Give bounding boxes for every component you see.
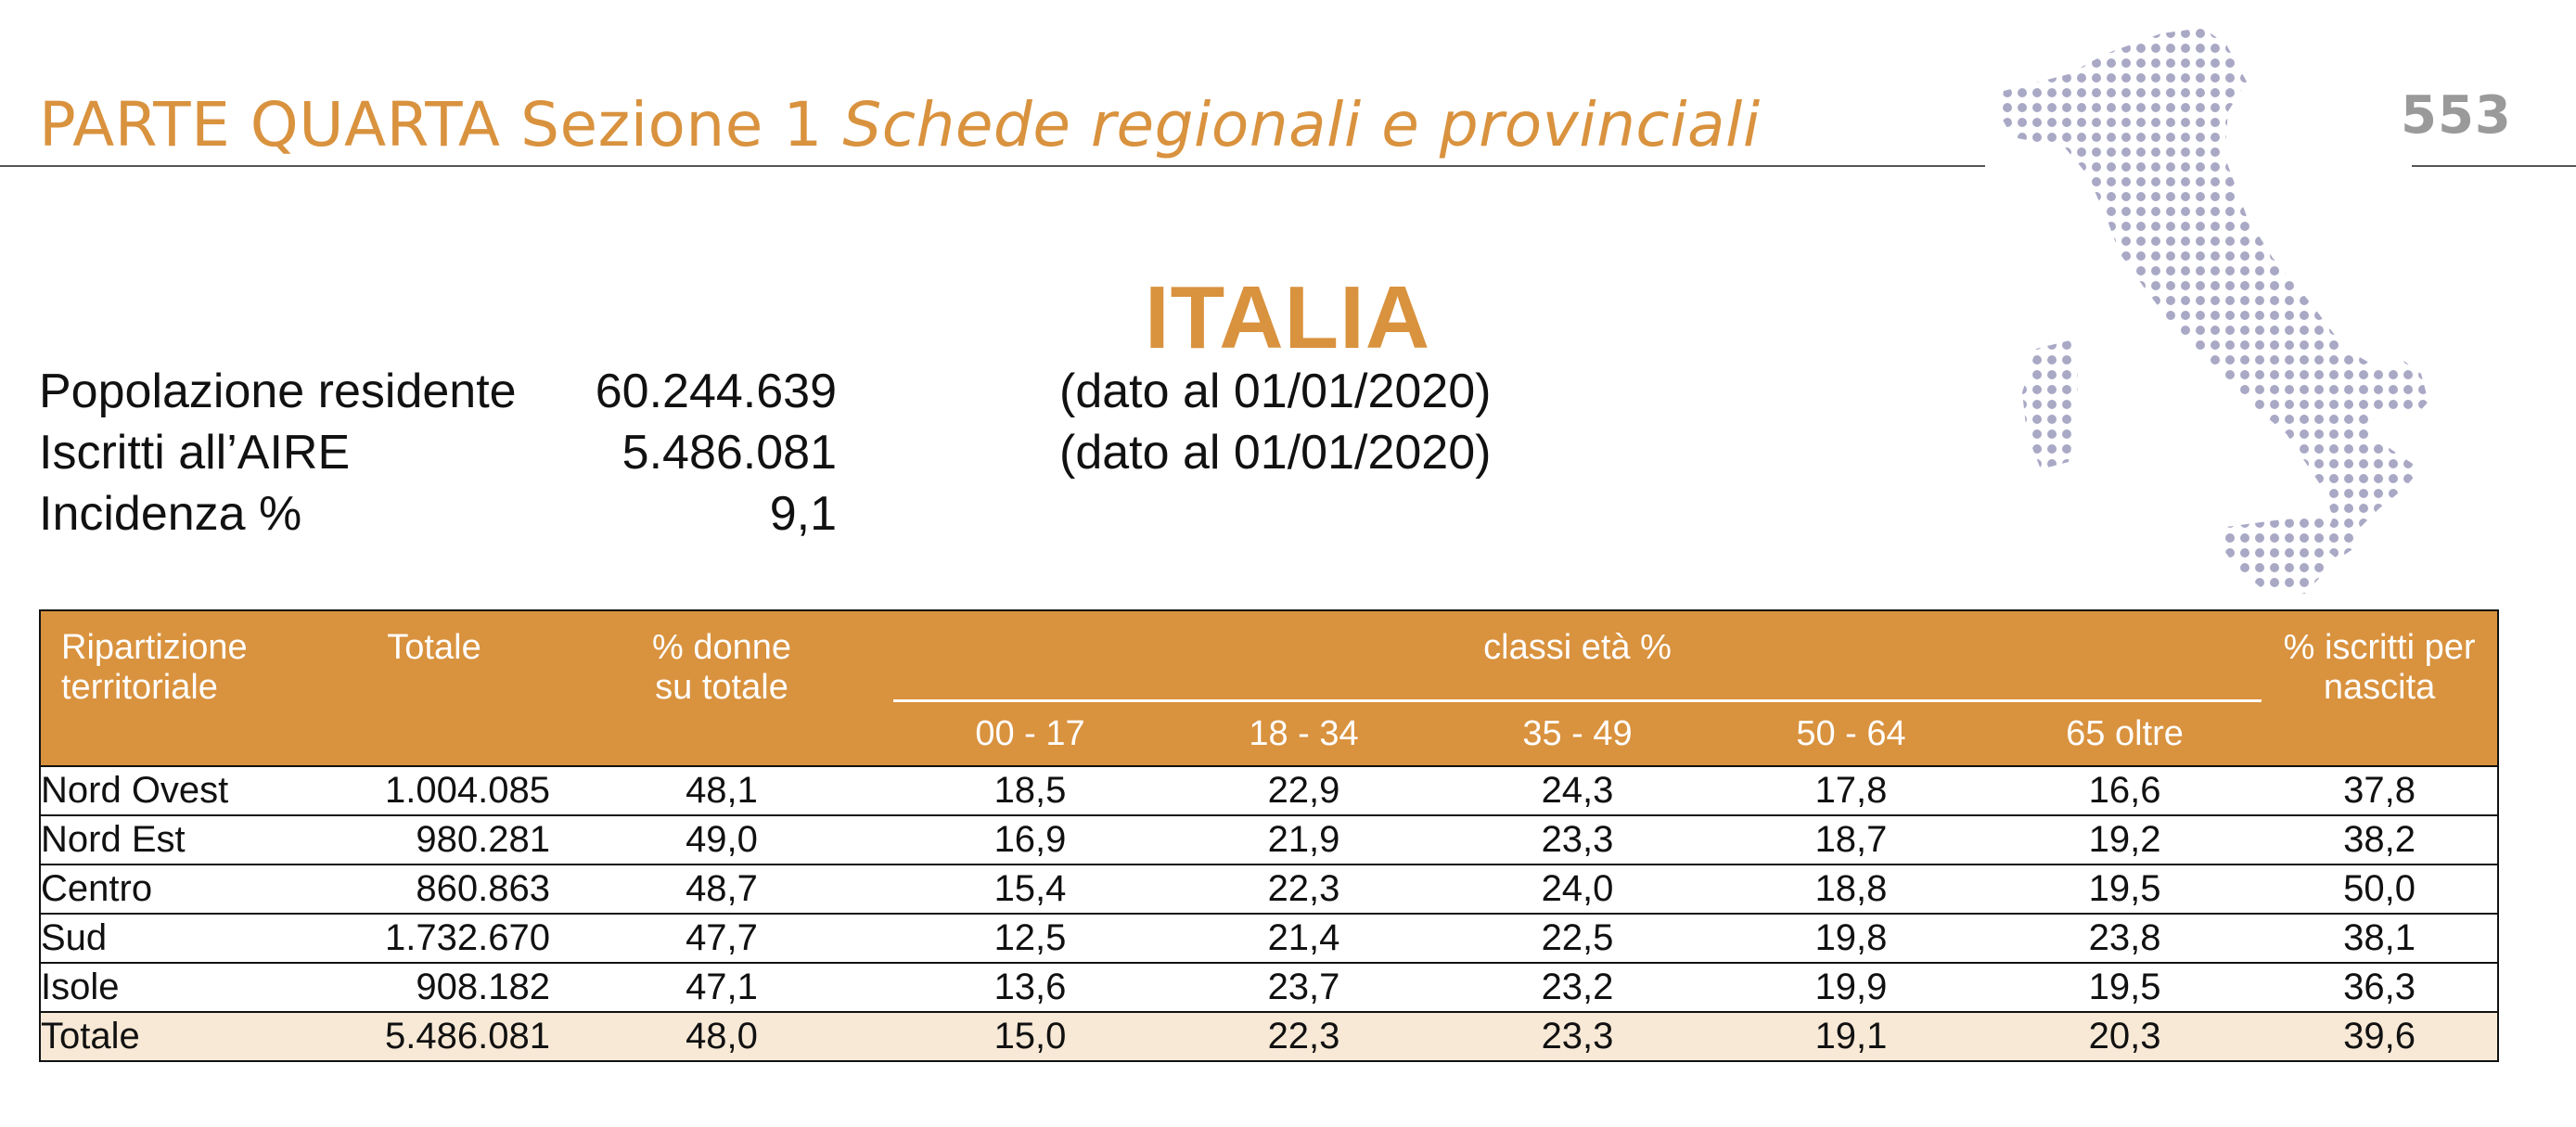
cell-donne: 49,0 bbox=[550, 815, 893, 864]
table-row bbox=[40, 963, 2498, 1012]
header-iscritti: % iscritti per nascita bbox=[2262, 610, 2498, 766]
section-title-italic: Schede regionali e provinciali bbox=[842, 89, 1761, 160]
cell-totale: 980.281 bbox=[318, 815, 550, 864]
header-age-class: 00 - 17 bbox=[893, 701, 1167, 767]
table-row bbox=[40, 864, 2498, 914]
cell-age-class: 19,1 bbox=[1714, 1012, 1988, 1061]
summary-note: (dato al 01/01/2020) bbox=[1059, 426, 1492, 480]
cell-iscritti: 50,0 bbox=[2262, 864, 2498, 914]
header-donne: % donne su totale bbox=[550, 610, 893, 766]
cell-age-class: 13,6 bbox=[893, 963, 1167, 1012]
cell-ripartizione: Sud bbox=[40, 914, 318, 963]
summary-value: 60.244.639 bbox=[595, 365, 837, 418]
cell-ripartizione: Nord Ovest bbox=[40, 766, 318, 815]
cell-totale: 860.863 bbox=[318, 864, 550, 914]
header-age-class: 65 oltre bbox=[1988, 701, 2262, 767]
cell-iscritti: 36,3 bbox=[2262, 963, 2498, 1012]
cell-iscritti: 39,6 bbox=[2262, 1012, 2498, 1061]
cell-age-class: 15,4 bbox=[893, 864, 1167, 914]
cell-donne: 48,7 bbox=[550, 864, 893, 914]
cell-age-class: 19,9 bbox=[1714, 963, 1988, 1012]
cell-age-class: 18,7 bbox=[1714, 815, 1988, 864]
summary-label: Popolazione residente bbox=[39, 365, 517, 418]
summary-value: 9,1 bbox=[769, 487, 837, 541]
cell-ripartizione: Totale bbox=[40, 1012, 318, 1061]
cell-totale: 5.486.081 bbox=[318, 1012, 550, 1061]
cell-age-class: 16,9 bbox=[893, 815, 1167, 864]
cell-age-class: 18,8 bbox=[1714, 864, 1988, 914]
cell-age-class: 22,5 bbox=[1441, 914, 1714, 963]
summary-note: (dato al 01/01/2020) bbox=[1059, 365, 1492, 418]
table-total-row bbox=[40, 1012, 2498, 1061]
page-number: 553 bbox=[2401, 85, 2512, 146]
header-age-class: 50 - 64 bbox=[1714, 701, 1988, 767]
cell-age-class: 23,8 bbox=[1988, 914, 2262, 963]
cell-age-class: 17,8 bbox=[1714, 766, 1988, 815]
cell-iscritti: 37,8 bbox=[2262, 766, 2498, 815]
section-title-regular: PARTE QUARTA Sezione 1 bbox=[39, 89, 843, 160]
cell-ripartizione: Centro bbox=[40, 864, 318, 914]
cell-age-class: 24,0 bbox=[1441, 864, 1714, 914]
header-classi-eta: classi età % bbox=[893, 610, 2262, 701]
summary-label: Incidenza % bbox=[39, 487, 302, 541]
data-table bbox=[39, 609, 2499, 1062]
header-age-class: 18 - 34 bbox=[1167, 701, 1441, 767]
cell-totale: 908.182 bbox=[318, 963, 550, 1012]
table-row bbox=[40, 766, 2498, 815]
cell-age-class: 23,7 bbox=[1167, 963, 1441, 1012]
summary-value: 5.486.081 bbox=[622, 426, 837, 480]
header-age-class: 35 - 49 bbox=[1441, 701, 1714, 767]
cell-age-class: 21,9 bbox=[1167, 815, 1441, 864]
sardinia-shape bbox=[2022, 339, 2078, 469]
cell-donne: 48,0 bbox=[550, 1012, 893, 1061]
italy-mainland-shape bbox=[1999, 28, 2429, 559]
summary-label: Iscritti all’AIRE bbox=[39, 426, 351, 480]
cell-age-class: 19,8 bbox=[1714, 914, 1988, 963]
header-ripartizione: Ripartizione territoriale bbox=[40, 610, 318, 766]
cell-age-class: 16,6 bbox=[1988, 766, 2262, 815]
header-rule bbox=[0, 165, 1985, 167]
cell-ripartizione: Nord Est bbox=[40, 815, 318, 864]
cell-iscritti: 38,2 bbox=[2262, 815, 2498, 864]
cell-age-class: 19,5 bbox=[1988, 864, 2262, 914]
section-title bbox=[39, 89, 1761, 160]
cell-totale: 1.732.670 bbox=[318, 914, 550, 963]
cell-age-class: 21,4 bbox=[1167, 914, 1441, 963]
cell-age-class: 20,3 bbox=[1988, 1012, 2262, 1061]
cell-age-class: 19,5 bbox=[1988, 963, 2262, 1012]
italy-map-icon bbox=[1985, 26, 2495, 601]
cell-age-class: 23,3 bbox=[1441, 815, 1714, 864]
header-totale: Totale bbox=[318, 610, 550, 766]
cell-age-class: 24,3 bbox=[1441, 766, 1714, 815]
cell-age-class: 22,3 bbox=[1167, 1012, 1441, 1061]
cell-donne: 47,7 bbox=[550, 914, 893, 963]
cell-ripartizione: Isole bbox=[40, 963, 318, 1012]
cell-age-class: 22,3 bbox=[1167, 864, 1441, 914]
cell-donne: 48,1 bbox=[550, 766, 893, 815]
sicily-shape bbox=[2222, 518, 2330, 594]
cell-age-class: 23,3 bbox=[1441, 1012, 1714, 1061]
cell-age-class: 22,9 bbox=[1167, 766, 1441, 815]
region-title: ITALIA bbox=[1145, 268, 1431, 367]
cell-totale: 1.004.085 bbox=[318, 766, 550, 815]
cell-age-class: 12,5 bbox=[893, 914, 1167, 963]
table-row bbox=[40, 815, 2498, 864]
table-body bbox=[40, 766, 2498, 1061]
cell-age-class: 18,5 bbox=[893, 766, 1167, 815]
cell-iscritti: 38,1 bbox=[2262, 914, 2498, 963]
cell-age-class: 15,0 bbox=[893, 1012, 1167, 1061]
cell-age-class: 19,2 bbox=[1988, 815, 2262, 864]
cell-donne: 47,1 bbox=[550, 963, 893, 1012]
table-row bbox=[40, 914, 2498, 963]
cell-age-class: 23,2 bbox=[1441, 963, 1714, 1012]
